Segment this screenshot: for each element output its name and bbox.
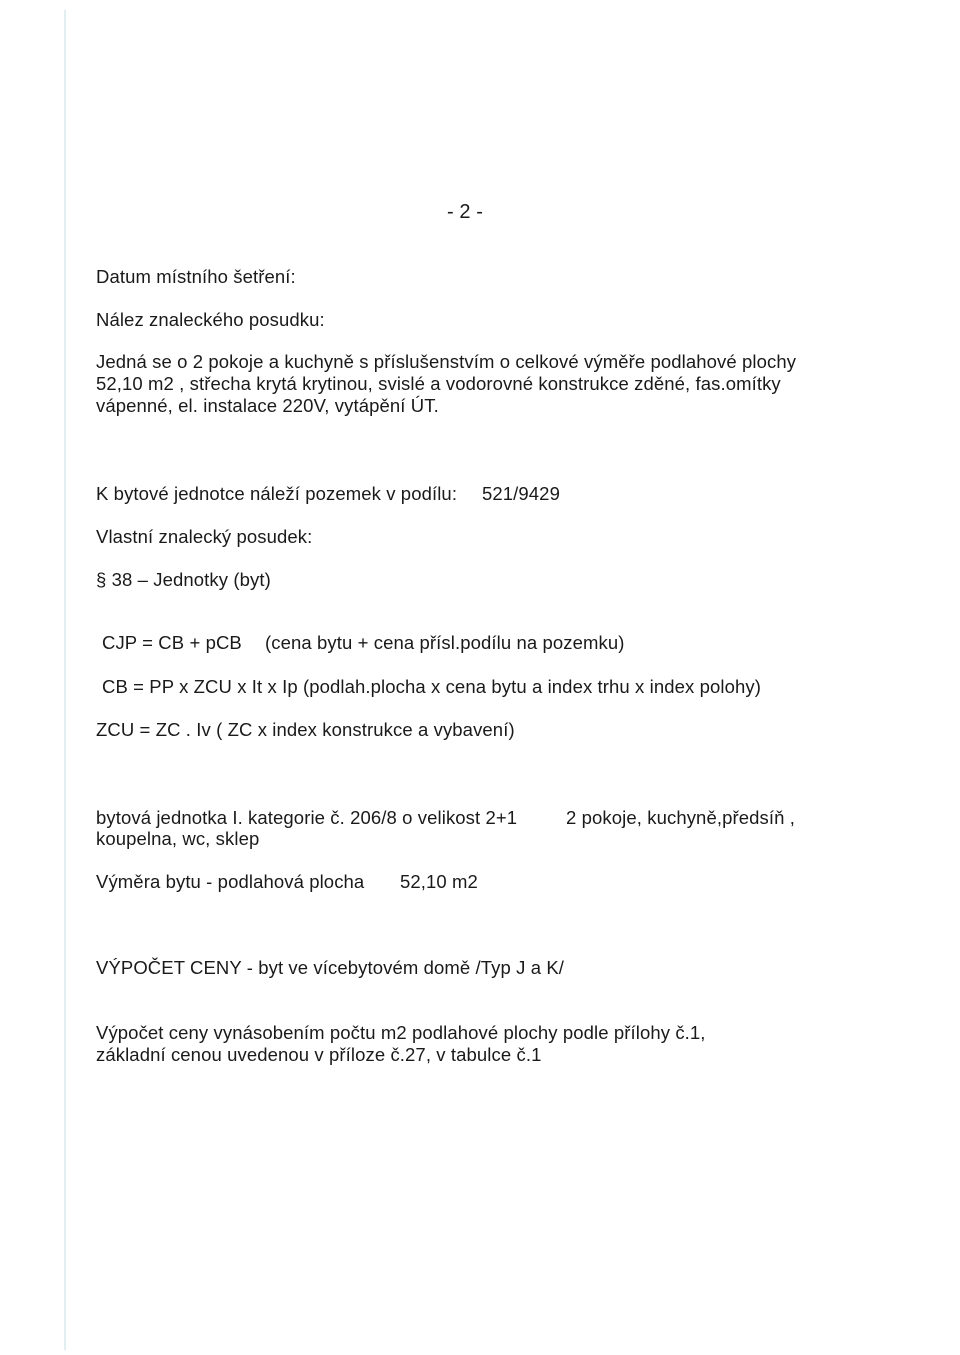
calculation-text-line-1: Výpočet ceny vynásobením počtu m2 podlahové plochy podle přílohy č.1, — [96, 1022, 706, 1043]
formula-zcu: ZCU = ZC . Iv ( ZC x index konstrukce a vybavení) — [96, 719, 515, 740]
unit-rooms-continued: koupelna, wc, sklep — [96, 828, 260, 849]
description-line-1: Jedná se o 2 pokoje a kuchyně s příslušenstvím o celkové výměře podlahové plochy — [96, 351, 797, 372]
formula-cjp-explanation: (cena bytu + cena přísl.podílu na pozemku) — [265, 632, 625, 653]
formula-cb: CB = PP x ZCU x It x Ip (podlah.plocha x cena bytu a index trhu x index polohy) — [102, 676, 761, 697]
unit-category: bytová jednotka I. kategorie č. 206/8 o velikost 2+1 — [96, 807, 518, 828]
scan-edge-line — [64, 10, 66, 1350]
formula-cjp: CJP = CB + pCB — [102, 632, 242, 653]
description-line-3: vápenné, el. instalace 220V, vytápění ÚT. — [96, 395, 439, 416]
land-share-label: K bytové jednotce náleží pozemek v podílu: — [96, 483, 458, 504]
section-reference: § 38 – Jednotky (byt) — [96, 569, 271, 590]
unit-rooms: 2 pokoje, kuchyně,předsíň , — [566, 807, 795, 828]
calculation-heading: VÝPOČET CENY - byt ve vícebytovém domě /Typ J a K/ — [96, 957, 565, 978]
land-share-value: 521/9429 — [482, 483, 560, 504]
inspection-date-label: Datum místního šetření: — [96, 266, 296, 287]
area-value: 52,10 m2 — [400, 871, 478, 892]
page-number: - 2 - — [447, 201, 484, 223]
area-label: Výměra bytu - podlahová plocha — [96, 871, 365, 892]
calculation-text-line-2: základní cenou uvedenou v příloze č.27, v tabulce č.1 — [96, 1044, 542, 1065]
description-line-2: 52,10 m2 , střecha krytá krytinou, svislé a vodorovné konstrukce zděné, fas.omítky — [96, 373, 781, 394]
own-opinion-label: Vlastní znalecký posudek: — [96, 526, 313, 547]
finding-label: Nález znaleckého posudku: — [96, 309, 325, 330]
